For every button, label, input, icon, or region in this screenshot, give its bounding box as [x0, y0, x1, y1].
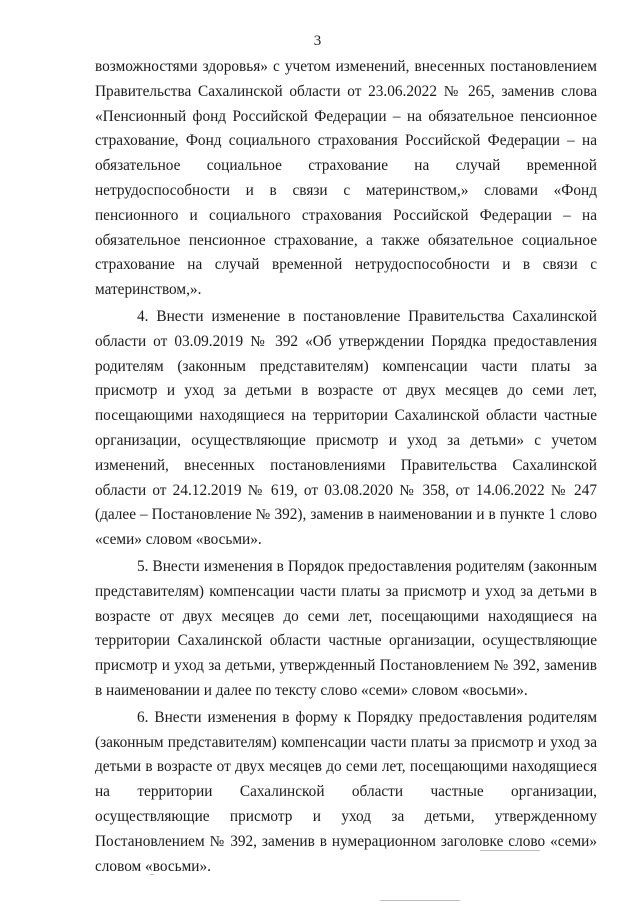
paragraph-item-4: 4. Внести изменение в постановление Правительства Сахалинской области от 03.09.2019 № 392 «Об утверждении Порядка предоставления родителям (законным представителям) компенсации части платы за присмотр и уход за детьми в возрасте от двух месяцев до семи лет, посещающими находящиеся на территории Сахалинской области частные организации, осуществляющие присмотр и уход за детьми» с учетом изменений, внесенных постановлениями Правительства Сахалинской области от 24.12.2019 № 619, от 03.08.2020 № 358, от 14.06.2022 № 247 (далее – Постановление № 392), заменив в наименовании и в пункте 1 слово «семи» словом «восьми».: [95, 307, 597, 549]
page-number: 3: [313, 33, 322, 49]
paragraph-item-6: 6. Внести изменения в форму к Порядку предоставления родителям (законным представителям) компенсации части платы за присмотр и уход за детьми в возрасте от двух месяцев до семи лет, посещающими находящиеся на территории Сахалинской области частные организации, осуществляющие присмотр и уход за детьми, утвержденному Постановлением № 392, заменив в нумерационном заголовке слово «семи» словом «восьми».: [95, 708, 597, 875]
document-body: [95, 55, 597, 879]
paragraph-item-5: 5. Внести изменения в Порядок предоставления родителям (законным представителям) компенсации части платы за присмотр и уход за детьми в возрасте от двух месяцев до семи лет, посещающими находящиеся на территории Сахалинской области частные организации, осуществляющие присмотр и уход за детьми, утвержденный Постановлением № 392, заменив в наименовании и далее по тексту слово «семи» словом «восьми».: [95, 557, 597, 699]
scan-speck: [380, 900, 460, 901]
scan-speck: [480, 850, 540, 851]
paragraph-continuation: возможностями здоровья» с учетом изменений, внесенных постановлением Правительства Сахалинской области от 23.06.2022 № 265, заменив слова «Пенсионный фонд Российской Федерации – на обязательное пенсионное страхование, Фонд социального страхования Российской Федерации – на обязательное социальное страхование на случай временной нетрудоспособности и в связи с материнством,» словами «Фонд пенсионного и социального страхования Российской Федерации – на обязательное пенсионное страхование, а также обязательное социальное страхование на случай временной нетрудоспособности и в связи с материнством,».: [95, 58, 597, 299]
scan-speck: [150, 874, 154, 875]
